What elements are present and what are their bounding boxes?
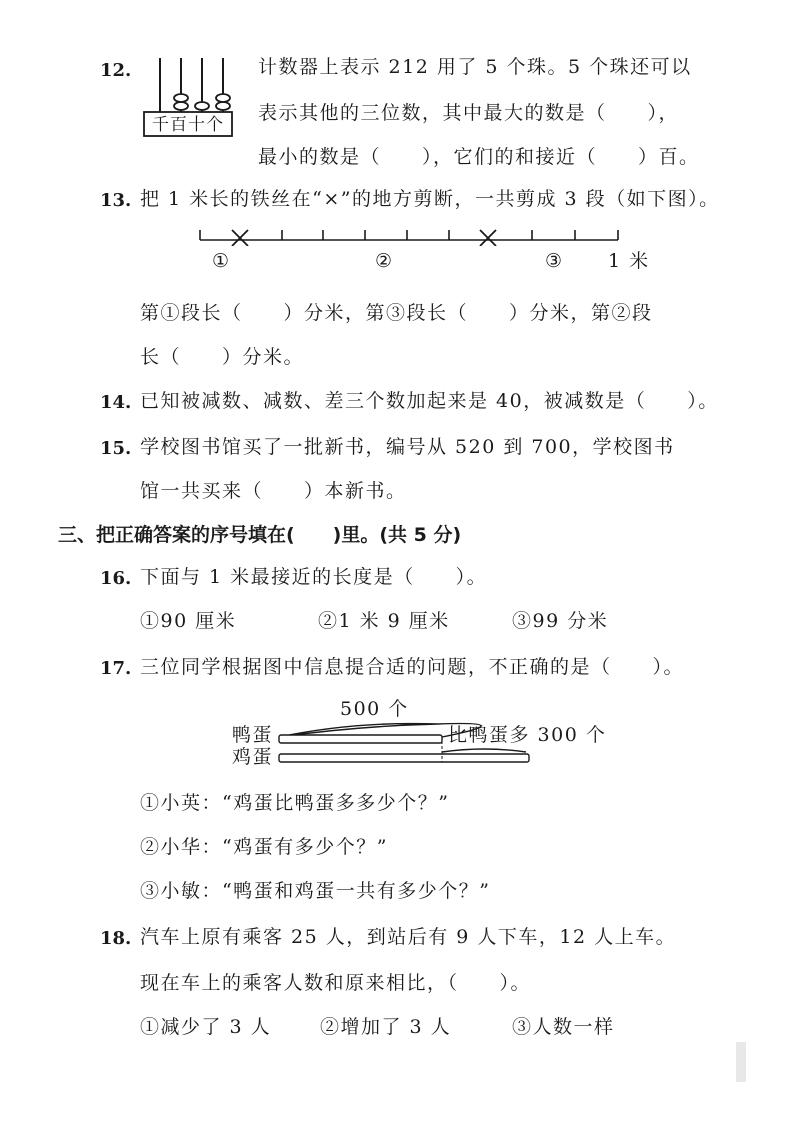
- abacus-figure: [140, 54, 236, 144]
- q16-option-1: ①90 厘米: [140, 610, 237, 632]
- cut-mark-2: [480, 230, 496, 246]
- q16-option-2: ②1 米 9 厘米: [318, 610, 450, 632]
- wire-ruler-diagram: [190, 222, 630, 246]
- q15-line2: 馆一共买来（ ）本新书。: [140, 480, 407, 502]
- segment-2-label: ②: [375, 250, 394, 272]
- q12-line1: 计数器上表示 212 用了 5 个珠。5 个珠还可以: [258, 56, 692, 78]
- segment-1-label: ①: [212, 250, 231, 272]
- total-length-label: 1 米: [608, 250, 650, 272]
- cut-mark-1: [232, 230, 248, 246]
- q15-number: 15.: [100, 438, 132, 459]
- q13-line3: 长（ ）分米。: [140, 346, 305, 368]
- q12-line3: 最小的数是（ ），它们的和接近（ ）百。: [258, 146, 700, 168]
- q15-line1: 学校图书馆买了一批新书，编号从 520 到 700，学校图书: [140, 436, 675, 458]
- abacus-place-labels: 千百十个: [152, 115, 224, 135]
- q17-line1: 三位同学根据图中信息提合适的问题，不正确的是（ ）。: [140, 656, 685, 678]
- section-3-title: 三、把正确答案的序号填在( )里。(共 5 分): [58, 524, 462, 546]
- q18-line1: 汽车上原有乘客 25 人，到站后有 9 人下车，12 人上车。: [140, 926, 677, 948]
- q16-line1: 下面与 1 米最接近的长度是（ ）。: [140, 566, 488, 588]
- egg-line-diagram: [276, 716, 536, 766]
- q18-option-3: ③人数一样: [512, 1016, 615, 1038]
- chicken-egg-bar: [279, 754, 529, 762]
- q18-line2: 现在车上的乘客人数和原来相比，（ ）。: [140, 972, 532, 994]
- q18-option-2: ②增加了 3 人: [320, 1016, 452, 1038]
- q14-number: 14.: [100, 392, 132, 413]
- q16-option-3: ③99 分米: [512, 610, 609, 632]
- difference-brace: [442, 749, 526, 752]
- q18-option-1: ①减少了 3 人: [140, 1016, 272, 1038]
- q13-number: 13.: [100, 190, 132, 211]
- duck-egg-bar: [279, 735, 442, 743]
- duck-egg-label: 鸭蛋: [232, 724, 274, 746]
- q13-line2: 第①段长（ ）分米，第③段长（ ）分米，第②段: [140, 302, 653, 324]
- q17-number: 17.: [100, 658, 132, 679]
- q12-line2: 表示其他的三位数，其中最大的数是（ ），: [258, 102, 680, 124]
- q17-option-3: ③小敏：“鸭蛋和鸡蛋一共有多少个？”: [140, 880, 491, 902]
- segment-3-label: ③: [545, 250, 564, 272]
- duck-egg-count-label: 500 个: [340, 698, 409, 720]
- q13-line1: 把 1 米长的铁丝在“×”的地方剪断，一共剪成 3 段（如下图）。: [140, 188, 720, 210]
- q18-number: 18.: [100, 928, 132, 949]
- q17-option-2: ②小华：“鸡蛋有多少个？”: [140, 836, 388, 858]
- q14-line1: 已知被减数、减数、差三个数加起来是 40，被减数是（ ）。: [140, 390, 719, 412]
- q16-number: 16.: [100, 568, 132, 589]
- difference-label: 比鸭蛋多 300 个: [448, 724, 607, 746]
- duck-brace-right: [438, 724, 481, 737]
- q12-number: 12.: [100, 60, 132, 81]
- scan-shadow: [736, 1042, 746, 1082]
- chicken-egg-label: 鸡蛋: [232, 746, 274, 768]
- q17-option-1: ①小英：“鸡蛋比鸭蛋多多少个？”: [140, 792, 450, 814]
